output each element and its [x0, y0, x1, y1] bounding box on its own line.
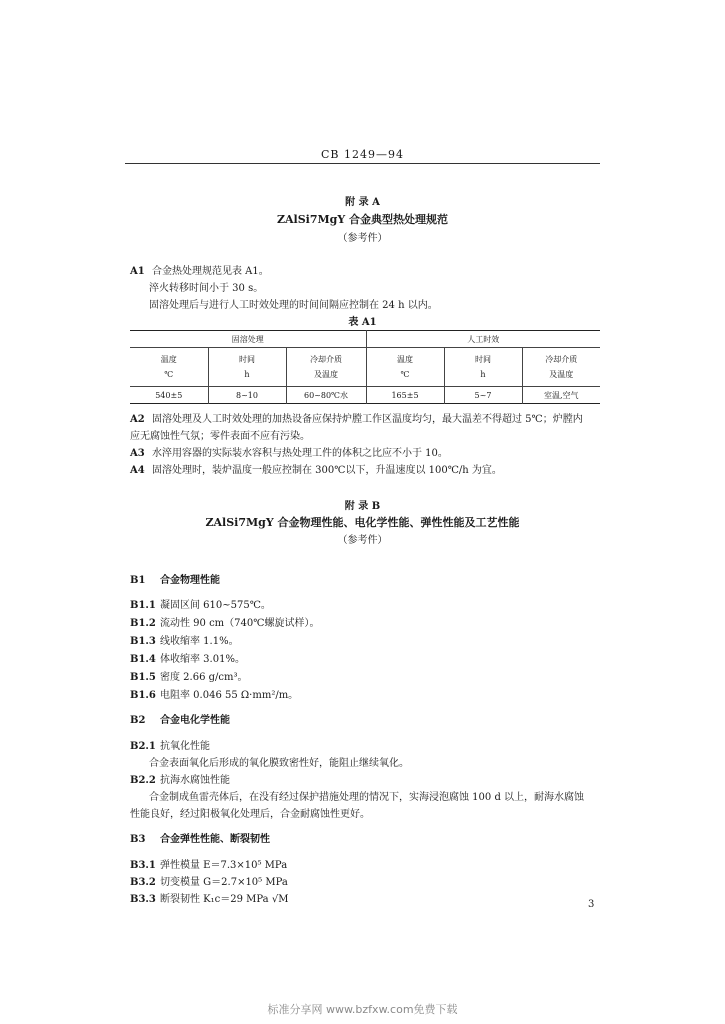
clause-a1-line3: 固溶处理后与进行人工时效处理的时间间隔应控制在 24 h 以内。	[149, 300, 438, 311]
group-artificial-aging: 人工时效	[366, 331, 600, 348]
clause-number: A1	[130, 266, 145, 277]
item-b1-6: B1.6 电阻率 0.046 55 Ω·mm²/m。	[130, 690, 299, 701]
clause-number: A4	[130, 465, 145, 476]
group-solution-treatment: 固溶处理	[130, 331, 366, 348]
section-number: B2	[130, 715, 146, 726]
clause-a4	[130, 461, 502, 476]
table-cell: 8~10	[208, 387, 286, 404]
section-b1	[130, 571, 220, 586]
item-b2-1-text: 合金表面氧化后形成的氧化膜致密性好，能阻止继续氧化。	[149, 758, 409, 769]
item-b3-3: B3.3 断裂韧性 K₁c＝29 MPa √M	[130, 894, 289, 905]
item-b1-1: B1.1 凝固区间 610~575℃。	[130, 600, 271, 611]
clause-a3	[130, 444, 448, 459]
section-b2	[130, 711, 230, 726]
section-title: 合金物理性能	[160, 575, 220, 586]
item-b2-1: B2.1 抗氧化性能	[130, 741, 210, 752]
table-cell: 540±5	[130, 387, 208, 404]
item-b3-2: B3.2 切变模量 G＝2.7×10⁵ MPa	[130, 877, 288, 888]
header-cell: 冷却介质 及温度	[522, 348, 600, 387]
header-cell: 时间 h	[208, 348, 286, 387]
table-cell: 165±5	[366, 387, 444, 404]
heat-treatment-table	[130, 330, 600, 404]
appendix-b-label: 附 录 B	[344, 501, 381, 512]
page-number: 3	[588, 899, 595, 910]
item-b2-2-text2: 性能良好，经过阳极氧化处理后，合金耐腐蚀性更好。	[130, 809, 370, 820]
clause-text: 水淬用容器的实际装水容积与热处理工件的体积之比应不小于 10。	[152, 448, 448, 459]
header-cell: 温度 ℃	[130, 348, 208, 387]
clause-a2	[130, 410, 583, 425]
item-b1-3: B1.3 线收缩率 1.1%。	[130, 636, 239, 647]
table-cell: 室温,空气	[522, 387, 600, 404]
header-cell: 温度 ℃	[366, 348, 444, 387]
clause-text: 合金热处理规范见表 A1。	[152, 266, 269, 277]
section-title: 合金电化学性能	[160, 715, 230, 726]
item-b1-4: B1.4 体收缩率 3.01%。	[130, 654, 245, 665]
clause-text: 固溶处理及人工时效处理的加热设备应保持炉膛工作区温度均匀，最大温差不得超过 5℃；炉膛内	[152, 414, 583, 425]
section-title: 合金弹性性能、断裂韧性	[160, 834, 270, 845]
clause-a1-line2: 淬火转移时间小于 30 s。	[149, 283, 264, 294]
item-b2-2: B2.2 抗海水腐蚀性能	[130, 775, 230, 786]
clause-a2-line2: 应无腐蚀性气氛；零件表面不应有污染。	[130, 431, 310, 442]
header-rule	[125, 163, 600, 164]
appendix-b-note: （参考件）	[337, 535, 388, 546]
watermark-footer: 标准分享网 www.bzfxw.com免费下载	[267, 1003, 458, 1016]
table-title: 表 A1	[348, 317, 377, 328]
section-number: B3	[130, 834, 146, 845]
clause-a1	[130, 262, 269, 277]
header-cell: 冷却介质 及温度	[286, 348, 366, 387]
document-code: CB 1249—94	[321, 148, 404, 161]
item-b1-5: B1.5 密度 2.66 g/cm³。	[130, 672, 248, 683]
section-b3	[130, 830, 270, 845]
clause-text: 固溶处理时，装炉温度一般应控制在 300℃以下，升温速度以 100℃/h 为宜。	[152, 465, 502, 476]
header-cell: 时间 h	[444, 348, 522, 387]
table-cell: 5~7	[444, 387, 522, 404]
appendix-a-title: ZAlSi7MgY 合金典型热处理规范	[276, 213, 449, 226]
clause-number: A2	[130, 414, 145, 425]
appendix-a-label: 附 录 A	[345, 197, 380, 208]
item-b2-2-text: 合金制成鱼雷壳体后，在没有经过保护措施处理的情况下，实海浸泡腐蚀 100 d 以上，耐海水腐蚀	[149, 792, 585, 803]
table-row	[130, 387, 600, 404]
item-b1-2: B1.2 流动性 90 cm（740℃螺旋试样）。	[130, 618, 320, 629]
appendix-b-title: ZAlSi7MgY 合金物理性能、电化学性能、弹性性能及工艺性能	[205, 516, 520, 529]
item-b3-1: B3.1 弹性模量 E＝7.3×10⁵ MPa	[130, 860, 288, 871]
appendix-a-note: （参考件）	[337, 233, 388, 244]
clause-number: A3	[130, 448, 145, 459]
table-cell: 60~80℃水	[286, 387, 366, 404]
section-number: B1	[130, 575, 146, 586]
